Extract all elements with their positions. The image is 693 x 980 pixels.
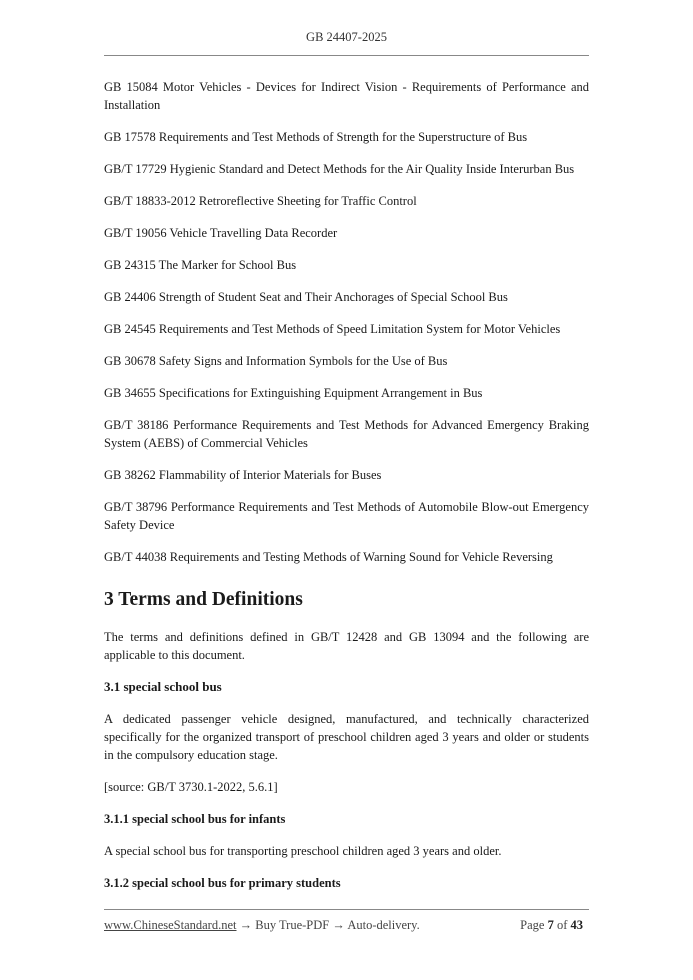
header-divider	[104, 55, 589, 56]
of-label: of	[556, 918, 568, 932]
reference-item: GB/T 38796 Performance Requirements and Test Methods of Automobile Blow-out Emergency Safety Device	[104, 500, 589, 532]
page-indicator	[520, 918, 583, 933]
term-source: [source: GB/T 3730.1-2022, 5.6.1]	[104, 780, 278, 794]
document-id: GB 24407-2025	[306, 30, 387, 44]
reference-item: GB 38262 Flammability of Interior Materials for Buses	[104, 468, 382, 482]
page-number: 7	[547, 918, 554, 932]
site-link[interactable]: www.ChineseStandard.net	[104, 918, 237, 932]
reference-item: GB/T 18833-2012 Retroreflective Sheeting for Traffic Control	[104, 194, 417, 208]
reference-item: GB/T 38186 Performance Requirements and Test Methods for Advanced Emergency Braking System (AEBS) of Commercial Vehicles	[104, 418, 589, 450]
subterm-definition: A special school bus for transporting preschool children aged 3 years and older.	[104, 844, 502, 858]
reference-item: GB 34655 Specifications for Extinguishing Equipment Arrangement in Bus	[104, 386, 483, 400]
subterm-heading: 3.1.1 special school bus for infants	[104, 812, 286, 826]
reference-item: GB 24315 The Marker for School Bus	[104, 258, 297, 272]
subterm-heading: 3.1.2 special school bus for primary students	[104, 876, 341, 890]
buy-pdf-text: Buy True-PDF	[255, 918, 330, 932]
reference-item: GB/T 17729 Hygienic Standard and Detect Methods for the Air Quality Inside Interurban Bus	[104, 162, 575, 176]
page-content	[104, 78, 589, 906]
reference-item: GB/T 44038 Requirements and Testing Methods of Warning Sound for Vehicle Reversing	[104, 550, 553, 564]
arrow-icon: →	[332, 918, 345, 932]
term-heading: 3.1 special school bus	[104, 679, 222, 694]
reference-item: GB 24406 Strength of Student Seat and Their Anchorages of Special School Bus	[104, 290, 508, 304]
reference-item: GB 30678 Safety Signs and Information Symbols for the Use of Bus	[104, 354, 448, 368]
reference-item: GB 24545 Requirements and Test Methods of Speed Limitation System for Motor Vehicles	[104, 322, 561, 336]
page-label: Page	[520, 918, 545, 932]
reference-item: GB 17578 Requirements and Test Methods of Strength for the Superstructure of Bus	[104, 130, 528, 144]
term-definition: A dedicated passenger vehicle designed, manufactured, and technically characterized specifically for the organized transport of preschool children aged 3 years and older or students in the compulsory education stage.	[104, 712, 589, 762]
reference-item: GB/T 19056 Vehicle Travelling Data Recorder	[104, 226, 338, 240]
arrow-icon: →	[239, 918, 253, 932]
reference-item: GB 15084 Motor Vehicles - Devices for Indirect Vision - Requirements of Performance and Installation	[104, 80, 589, 112]
section-intro: The terms and definitions defined in GB/T 12428 and GB 13094 and the following are applicable to this document.	[104, 630, 589, 662]
footer-divider	[104, 909, 589, 910]
normative-references-list	[104, 78, 589, 566]
footer-links	[104, 918, 420, 933]
page-total: 43	[570, 918, 583, 932]
page-header	[0, 30, 693, 45]
delivery-text: Auto-delivery.	[347, 918, 420, 932]
section-title: 3 Terms and Definitions	[104, 589, 303, 610]
